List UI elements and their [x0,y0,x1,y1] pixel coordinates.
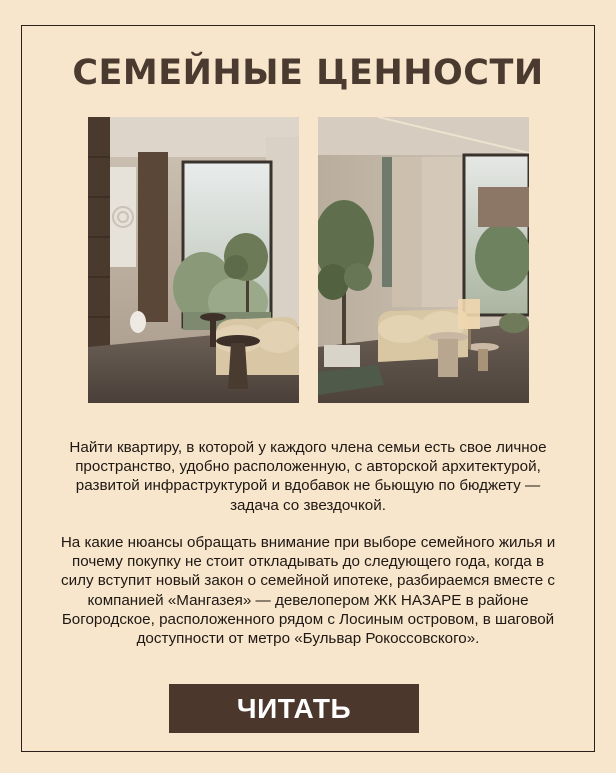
read-button[interactable]: ЧИТАТЬ [169,684,419,733]
interior-photo-left [88,117,299,403]
intro-paragraph: Найти квартиру, в которой у каждого члена семьи есть свое личное пространство, удобно расположенную, с авторской архитектурой, развитой инфраструктурой и вдобавок не бьющую по бюджету — задача со звездочкой. [69,439,547,514]
interior-photo-right [318,117,529,403]
details-paragraph: На какие нюансы обращать внимание при выборе семейного жилья и почему покупку не стоит откладывать до следующего года, когда в силу вступит новый закон о семейной ипотеке, разбираемся вместе с компанией «Мангазея» — девелопером ЖК НАЗАРЕ в районе Богородское, расположенного рядом с Лосиным островом, в шаговой доступности от метро «Бульвар Рокоссовского». [60,534,556,648]
page-title: СЕМЕЙНЫЕ ЦЕННОСТИ [72,53,544,93]
